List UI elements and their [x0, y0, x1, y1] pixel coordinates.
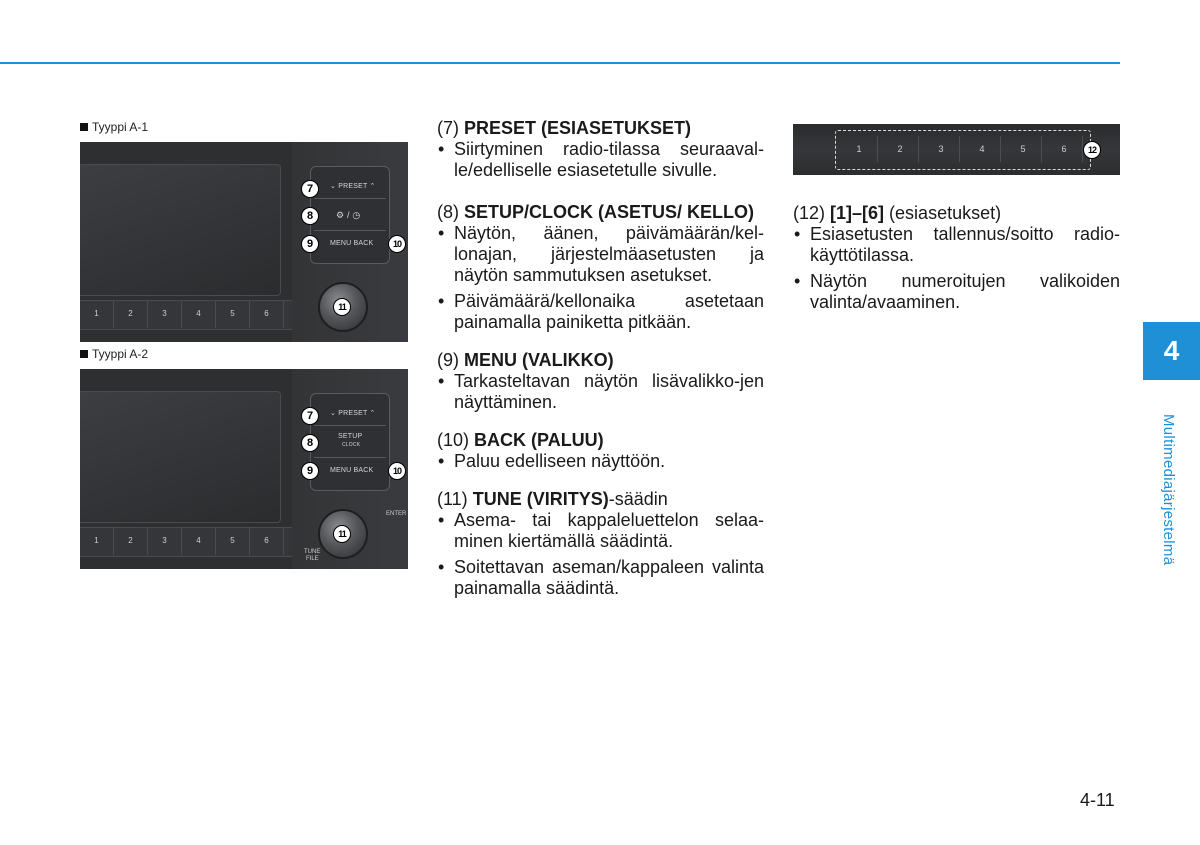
chapter-tab: 4 — [1143, 322, 1200, 380]
display-screen — [80, 164, 281, 296]
preset-strip-photo — [793, 124, 1120, 175]
bullet: • Paluu edelliseen näyttöön. — [437, 451, 764, 472]
preset-key: 6 — [250, 300, 284, 328]
preset-label: ⌄ PRESET ⌃ — [330, 183, 376, 190]
bullet: • Soitettavan aseman/kappaleen valinta painamalla säädintä. — [437, 557, 764, 599]
bullet: • Siirtyminen radio-tilassa seuraaval-le/edelliselle esiasetetulle sivulle. — [437, 139, 764, 181]
section-heading: (12) [1]–[6] (esiasetukset) — [793, 203, 1002, 223]
callout-8: 8 — [301, 434, 319, 452]
callout-9: 9 — [301, 462, 319, 480]
preset-key: 3 — [148, 300, 182, 328]
bullet: • Näytön numeroitujen valikoiden valinta/avaaminen. — [793, 271, 1120, 313]
callout-11: 11 — [333, 298, 351, 316]
bullet: • Päivämäärä/kellonaika asetetaan painamalla painiketta pitkään. — [437, 291, 764, 333]
callout-8: 8 — [301, 207, 319, 225]
bullet: • Asema- tai kappaleluettelon selaa-minen kiertämällä säädintä. — [437, 510, 764, 552]
section-heading: (10) BACK (PALUU) — [437, 430, 604, 450]
preset-key: 1 — [841, 136, 878, 162]
tune-label: TUNE — [304, 549, 321, 555]
preset-key: 5 — [1005, 136, 1042, 162]
file-label: FILE — [306, 556, 319, 562]
preset-key: 4 — [182, 527, 216, 555]
preset-key: 6 — [1046, 136, 1083, 162]
callout-9: 9 — [301, 235, 319, 253]
section-heading: (8) SETUP/CLOCK (ASETUS/ KELLO) — [437, 202, 755, 222]
preset-key: 1 — [80, 527, 114, 555]
preset-key: 1 — [80, 300, 114, 328]
preset-key: 3 — [148, 527, 182, 555]
figure1-caption: Tyyppi A-1 — [80, 120, 148, 134]
chapter-label: Multimediajärjestelmä — [1160, 414, 1177, 566]
preset-key: 2 — [114, 527, 148, 555]
figure2-caption: Tyyppi A-2 — [80, 347, 148, 361]
enter-label: ENTER — [386, 511, 407, 517]
preset-key: 4 — [964, 136, 1001, 162]
preset-key: 4 — [182, 300, 216, 328]
section-heading: (7) PRESET (ESIASETUKSET) — [437, 118, 692, 138]
figure2-photo — [80, 369, 408, 569]
bullet: • Esiasetusten tallennus/soitto radio-käyttötilassa. — [793, 224, 1120, 266]
callout-10: 10 — [388, 235, 406, 253]
clock-label: CLOCK — [342, 442, 361, 448]
callout-10: 10 — [388, 462, 406, 480]
setup-label: SETUP — [338, 433, 363, 440]
bullet: • Tarkasteltavan näytön lisävalikko-jen näyttäminen. — [437, 371, 764, 413]
bullet: • Näytön, äänen, päivämäärän/kel-lonajan, järjestelmäasetusten ja näytön sammutuksen asetukset. — [437, 223, 764, 286]
preset-key: 2 — [114, 300, 148, 328]
preset-key: 5 — [216, 527, 250, 555]
callout-12: 12 — [1083, 141, 1101, 159]
preset-label: ⌄ PRESET ⌃ — [330, 410, 376, 417]
section-heading: (11) TUNE (VIRITYS)-säädin — [437, 489, 668, 509]
callout-7: 7 — [301, 407, 319, 425]
figure1-photo — [80, 142, 408, 342]
preset-key: 2 — [882, 136, 919, 162]
preset-key: 5 — [216, 300, 250, 328]
menu-back-label: MENU BACK — [330, 467, 374, 474]
preset-key: 3 — [923, 136, 960, 162]
section-heading: (9) MENU (VALIKKO) — [437, 350, 614, 370]
middle-column — [437, 118, 764, 599]
display-screen — [80, 391, 281, 523]
callout-11: 11 — [333, 525, 351, 543]
setup-clock-icons: ⚙ / ◷ — [336, 210, 361, 220]
top-rule — [0, 62, 1120, 64]
page-number: 4-11 — [1080, 790, 1115, 810]
preset-key: 6 — [250, 527, 284, 555]
callout-7: 7 — [301, 180, 319, 198]
right-column — [793, 203, 1120, 313]
menu-back-label: MENU BACK — [330, 240, 374, 247]
